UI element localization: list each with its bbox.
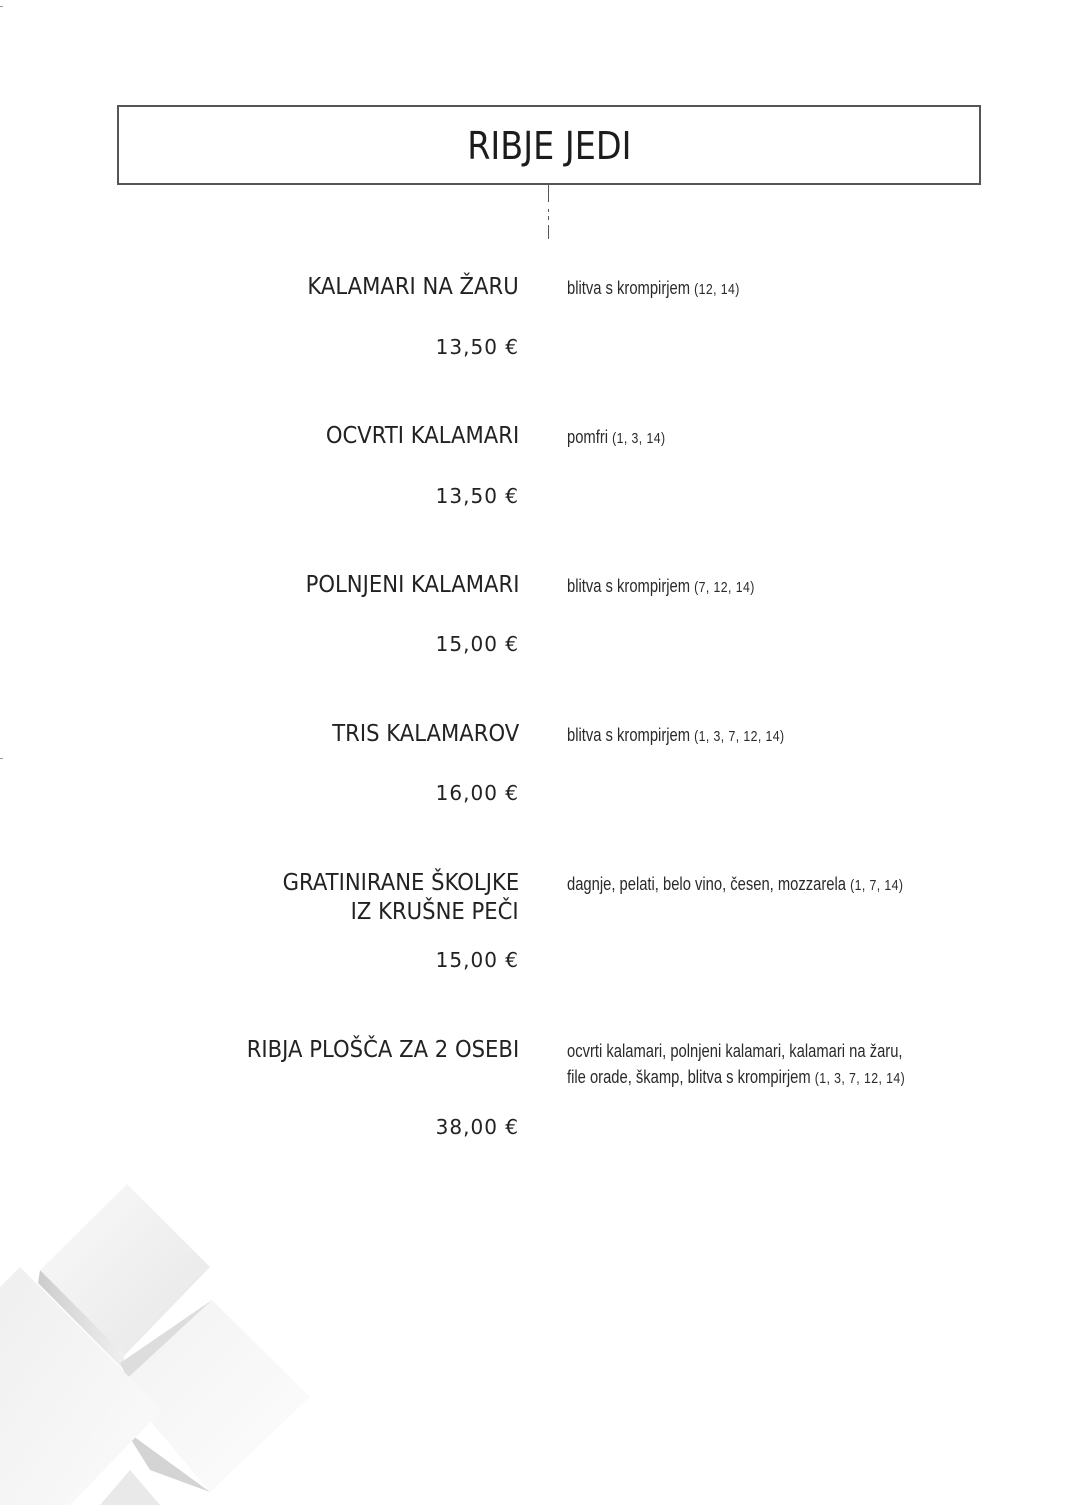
menu-item-name: POLNJENI KALAMARI: [305, 572, 519, 598]
description-text: pomfri: [567, 427, 609, 447]
menu-item-description: [567, 275, 740, 303]
menu-item-price: 16,00 €: [435, 781, 519, 805]
allergens: (7, 12, 14): [694, 579, 755, 596]
description-text: blitva s krompirjem: [567, 278, 691, 298]
title-box: [117, 105, 981, 185]
allergens: (1, 3, 7, 12, 14): [814, 1070, 906, 1087]
menu-item-description: [567, 573, 755, 601]
description-text: dagnje, pelati, belo vino, česen, mozzarela: [567, 874, 846, 894]
menu-item-price: 38,00 €: [435, 1115, 519, 1139]
menu-item-price: 13,50 €: [435, 484, 519, 508]
page-edge-mark: [0, 6, 3, 7]
description-text: blitva s krompirjem: [567, 725, 691, 745]
menu-item-name: GRATINIRANE ŠKOLJKE: [282, 870, 519, 896]
menu-item-description: [567, 871, 903, 899]
description-text: ocvrti kalamari, polnjeni kalamari, kalamari na žaru,: [567, 1041, 903, 1061]
menu-item-name: OCVRTI KALAMARI: [325, 423, 519, 449]
menu-item-price: 15,00 €: [435, 632, 519, 656]
menu-item-name-line-2: IZ KRUŠNE PEČI: [350, 899, 519, 925]
menu-item-description: [567, 722, 785, 750]
allergens: (1, 3, 7, 12, 14): [694, 728, 785, 745]
menu-item-name: KALAMARI NA ŽARU: [307, 274, 519, 300]
menu-item-description: [567, 424, 665, 452]
description-text: file orade, škamp, blitva s krompirjem: [567, 1067, 811, 1087]
menu-item-price: 13,50 €: [435, 335, 519, 359]
allergens: (1, 7, 14): [850, 877, 904, 894]
menu-item-name: TRIS KALAMAROV: [332, 721, 519, 747]
title-connector-line: [548, 185, 549, 240]
allergens: (1, 3, 14): [612, 430, 666, 447]
description-text: blitva s krompirjem: [567, 576, 691, 596]
menu-item-name: RIBJA PLOŠČA ZA 2 OSEBI: [246, 1037, 519, 1063]
allergens: (12, 14): [694, 281, 740, 298]
menu-item-price: 15,00 €: [435, 948, 519, 972]
page-title: RIBJE JEDI: [466, 124, 632, 168]
page-edge-mark: [0, 758, 3, 759]
menu-item-description: [567, 1038, 903, 1065]
menu-item-description-line-2: [567, 1064, 905, 1092]
